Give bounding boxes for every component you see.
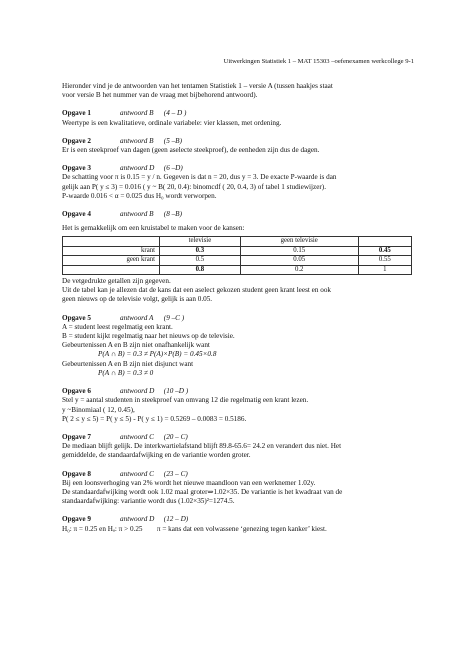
answer-text: geen nieuws op de televisie volgt, gelijk is aan 0.05. <box>62 295 213 304</box>
question-title: Opgave 2 <box>62 136 91 145</box>
question-heading <box>62 515 422 524</box>
alt-answer: (8 –B) <box>163 210 182 219</box>
question-title: Opgave 9 <box>62 515 91 524</box>
answer-label: antwoord B <box>120 136 154 145</box>
question-heading <box>62 137 422 146</box>
question-title: Opgave 6 <box>62 387 91 396</box>
table-cell: 0.5 <box>160 256 241 265</box>
answer-label: antwoord D <box>120 387 155 396</box>
answer-text: Bij een loonsverhoging van 2% wordt het nieuwe maandloon van een werknemer 1.02y. <box>62 478 316 487</box>
question-title: Opgave 7 <box>62 432 91 441</box>
answer-text: Stel y = aantal studenten in steekproef van omvang 12 die regelmatig een krant lezen. <box>62 396 309 405</box>
table-row <box>63 265 412 274</box>
alt-answer: (23 – C) <box>163 469 188 478</box>
answer-text: gelijk aan P( y ≤ 3) = 0.016 ( y ~ B( 20, 0.4): binomcdf ( 20, 0.4, 3) of tabel 1 studiewijzer). <box>62 182 326 191</box>
question-heading <box>62 314 422 323</box>
answer-label: antwoord C <box>120 432 154 441</box>
table-cell <box>358 237 411 246</box>
cross-table <box>62 236 412 275</box>
answer-text: H₀: π = 0.25 en Hₐ: π > 0.25 π = kans dat een volwassene ‘genezing tegen kanker’ kiest. <box>62 524 327 533</box>
table-cell: 0.2 <box>240 265 358 274</box>
alt-answer: (10 –D ) <box>163 387 189 396</box>
table-row <box>63 246 412 255</box>
answer-label: antwoord D <box>120 164 155 173</box>
document-body <box>62 82 422 534</box>
table-cell: 0.3 <box>160 246 241 255</box>
formula: P(A ∩ B) = 0.3 ≠ 0 <box>98 368 154 377</box>
question-title: Opgave 8 <box>62 469 91 478</box>
answer-text: Gebeurtenissen A en B zijn niet disjunct want <box>62 359 194 368</box>
table-cell: televisie <box>160 237 241 246</box>
answer-text: Gebeurtenissen A en B zijn niet onafhankelijk want <box>62 341 210 350</box>
answer-text: standaardafwijking: variantie wordt dus (1.02×35)²=1274.5. <box>62 497 235 506</box>
intro-line: voor versie B het nummer van de vraag met bijbehorend antwoord). <box>62 91 258 100</box>
answer-label: antwoord B <box>120 109 154 118</box>
alt-answer: (12 – D) <box>163 515 189 524</box>
page-header: Uitwerkingen Statistiek 1 – MAT 15303 –oefenexamen werkcollege 9-1 <box>223 58 414 65</box>
question-title: Opgave 4 <box>62 210 91 219</box>
table-cell: geen krant <box>63 256 160 265</box>
question-heading <box>62 470 422 479</box>
table-cell <box>63 265 160 274</box>
answer-text: Weertype is een kwalitatieve, ordinale variabele: vier klassen, met ordening. <box>62 118 282 127</box>
intro-line: Hieronder vind je de antwoorden van het tentamen Statistiek 1 – versie A (tussen haakjes staat <box>62 82 333 90</box>
question-heading <box>62 387 422 396</box>
answer-text: De vetgedrukte getallen zijn gegeven. <box>62 277 171 286</box>
alt-answer: (5 –B) <box>163 136 182 145</box>
answer-text: Uit de tabel kan je allezen dat de kans dat een aselect gekozen student geen krant leest en ook <box>62 286 332 295</box>
answer-text: P-waarde 0.016 < α = 0.025 dus H₀ wordt verworpen. <box>62 191 217 200</box>
question-title: Opgave 3 <box>62 164 91 173</box>
answer-text: Er is een steekproef van dagen (geen aselecte steekproef), de eenheden zijn dus de dagen. <box>62 146 320 155</box>
table-cell: 0.8 <box>160 265 241 274</box>
question-title: Opgave 5 <box>62 313 91 322</box>
question-heading <box>62 210 422 219</box>
alt-answer: (9 –C ) <box>163 313 185 322</box>
answer-text: De standaardafwijking wordt ook 1.02 maal groter⇒1.02×35. De variantie is het kwadraat van de <box>62 487 343 496</box>
table-cell: 0.45 <box>358 246 411 255</box>
answer-text: P( 2 ≤ y ≤ 5) = P( y ≤ 5) - P( y ≤ 1) = 0.5269 – 0.0083 = 0.5186. <box>62 414 247 423</box>
answer-label: antwoord C <box>120 469 154 478</box>
answer-text: De schatting voor π is 0.15 = y / n. Gegeven is dat n = 20, dus y = 3. De exacte P-waarde is dan <box>62 173 337 182</box>
table-cell: geen televisie <box>240 237 358 246</box>
answer-text: y ~Binomiaal ( 12, 0.45), <box>62 405 135 414</box>
answer-text: B = student kijkt regelmatig naar het nieuws op de televisie. <box>62 332 235 341</box>
table-cell: 0.15 <box>240 246 358 255</box>
answer-text: A = student leest regelmatig een krant. <box>62 322 173 331</box>
answer-text: Het is gemakkelijk om een kruistabel te maken voor de kansen: <box>62 224 245 233</box>
table-cell <box>63 237 160 246</box>
answer-label: antwoord B <box>120 210 154 219</box>
question-heading <box>62 109 422 118</box>
question-title: Opgave 1 <box>62 109 91 118</box>
table-cell: 0.55 <box>358 256 411 265</box>
alt-answer: (20 – C) <box>163 432 188 441</box>
formula: P(A ∩ B) = 0.3 ≠ P(A)×P(B) = 0.45×0.8 <box>98 350 217 359</box>
answer-label: antwoord D <box>120 515 155 524</box>
question-heading <box>62 433 422 442</box>
alt-answer: (4 – D ) <box>163 109 187 118</box>
answer-label: antwoord A <box>120 313 154 322</box>
table-row <box>63 256 412 265</box>
table-header-row <box>63 237 412 246</box>
answer-text: gemiddelde, de standaardafwijking en de variantie worden groter. <box>62 451 251 460</box>
question-heading <box>62 164 422 173</box>
table-cell: krant <box>63 246 160 255</box>
alt-answer: (6 –D) <box>163 164 183 173</box>
answer-text: De mediaan blijft gelijk. De interkwartielafstand blijft 89.8-65.6= 24.2 en verandert dus niet. Het <box>62 442 342 451</box>
table-cell: 0.05 <box>240 256 358 265</box>
table-cell: 1 <box>358 265 411 274</box>
